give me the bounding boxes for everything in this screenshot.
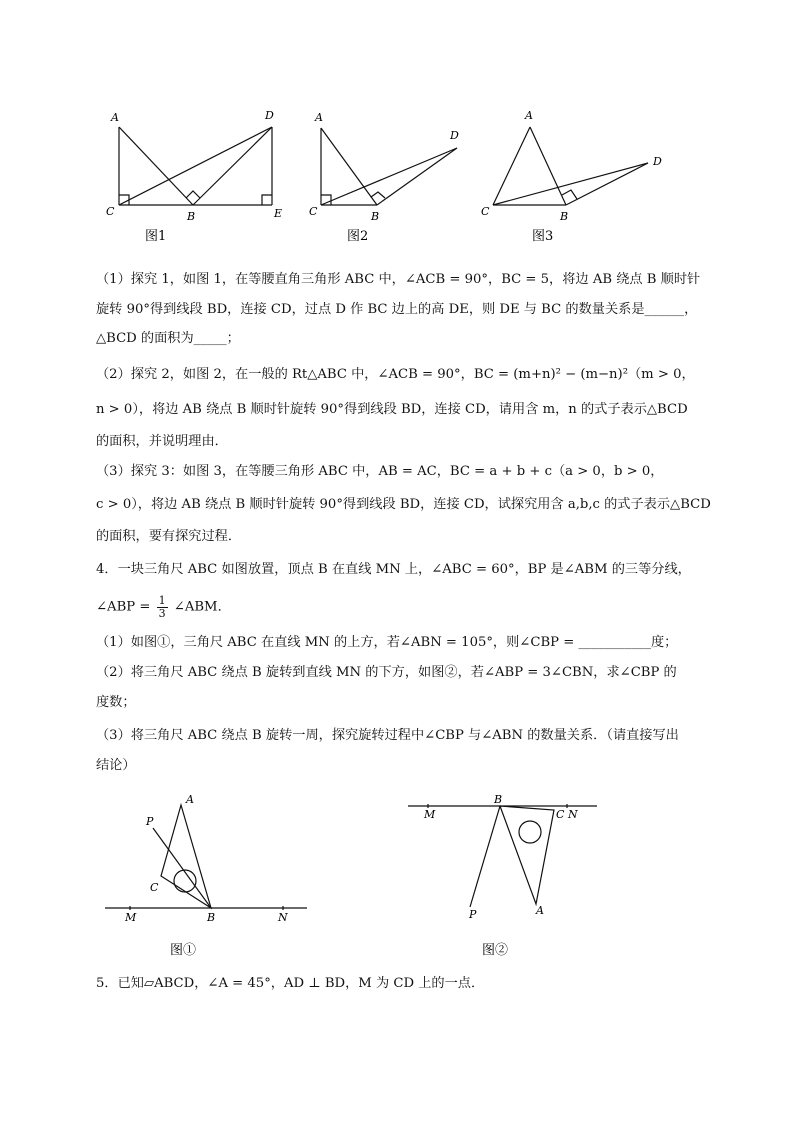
p4-stem-line2 [96,595,706,623]
fig2-caption: 图2 [347,229,369,244]
fig1-label-C: C [106,205,115,218]
p4-part3-line1: （3）将三角尺 ABC 绕点 B 旋转一周，探究旋转过程中∠CBP 与∠ABN 的数量关系．（请直接写出 [96,728,679,743]
p4-part1: （1）如图①，三角尺 ABC 在直线 MN 的上方，若∠ABN = 105°，则∠CBP = ___________度； [96,635,678,650]
fig3-label-C: C [481,205,490,218]
p4-stem-rhs: ∠ABM． [173,599,231,615]
figA-label-A: A [186,793,194,806]
fig3-label-D: D [653,155,662,168]
figB-label-M: M [424,808,436,821]
fig3-label-A: A [525,109,533,122]
figA-label-M: M [125,911,137,924]
p3-part1-line3: △BCD 的面积为_____； [96,331,240,346]
p4-stem-line1: 4．一块三角尺 ABC 如图放置，顶点 B 在直线 MN 上，∠ABC = 60°，BP 是∠ABM 的三等分线， [96,562,691,577]
figA-label-P: P [146,815,154,828]
figB-label-B: B [494,793,503,806]
figA-label-C: C [150,881,159,894]
p4-fraction [157,595,168,620]
fig2-label-B: B [371,210,380,223]
fig1-label-E: E [274,207,283,220]
figA-label-N: N [278,911,288,924]
p4-frac-num: 1 [158,594,166,607]
p3-part3-line1: （3）探究 3：如图 3，在等腰三角形 ABC 中，AB = AC，BC = a + b + c（a > 0，b > 0， [96,464,664,479]
fig2-label-C: C [309,205,318,218]
figA-label-B: B [207,911,216,924]
fig1-caption: 图1 [145,229,167,244]
figure-circled-1-diagram [105,805,307,910]
fig2-label-A: A [315,111,323,124]
figure-1-diagram [119,127,272,205]
figB-caption: 图② [482,943,509,958]
figB-label-N: N [568,808,578,821]
figure-2-diagram [321,128,457,205]
p3-part2-line3: 的面积，并说明理由． [96,434,228,449]
p4-part2-line2: 度数； [96,695,136,710]
figB-label-P: P [469,908,477,921]
p3-part3-line2: c > 0），将边 AB 绕点 B 顺时针旋转 90°得到线段 BD，连接 CD，试探究用含 a,b,c 的式子表示△BCD [96,497,711,512]
p4-part2-line1: （2）将三角尺 ABC 绕点 B 旋转到直线 MN 的下方，如图②，若∠ABP = 3∠CBN，求∠CBP 的 [96,665,677,680]
p4-part3-line2: 结论） [96,758,136,773]
p3-part3-line3: 的面积，要有探究过程． [96,529,242,544]
figA-caption: 图① [170,943,197,958]
p5-stem: 5．已知▱ABCD，∠A = 45°，AD ⊥ BD，M 为 CD 上的一点． [96,976,485,991]
figB-label-A: A [536,904,544,917]
bottom-figures [0,790,794,970]
fig2-label-D: D [450,129,459,142]
p3-part2-line2: n > 0），将边 AB 绕点 B 顺时针旋转 90°得到线段 BD，连接 CD，请用含 m，n 的式子表示△BCD [96,402,688,417]
figB-label-C: C [556,808,565,821]
figure-3-diagram [493,127,648,205]
p3-part2-line1: （2）探究 2，如图 2，在一般的 Rt△ABC 中，∠ACB = 90°，BC = (m+n)² − (m−n)²（m > 0， [96,367,695,382]
fig1-label-A: A [111,111,119,124]
p4-stem-lhs: ∠ABP = [96,599,151,615]
p3-part1-line1: （1）探究 1，如图 1，在等腰直角三角形 ABC 中，∠ACB = 90°，BC = 5，将边 AB 绕点 B 顺时针 [96,272,701,287]
fig3-label-B: B [560,210,569,223]
fig3-caption: 图3 [532,229,554,244]
fig1-label-B: B [187,210,196,223]
p3-part1-line2: 旋转 90°得到线段 BD，连接 CD，过点 D 作 BC 边上的高 DE，则 DE 与 BC 的数量关系是______， [96,302,698,317]
fig1-label-D: D [265,109,274,122]
p4-frac-den: 3 [158,607,166,620]
